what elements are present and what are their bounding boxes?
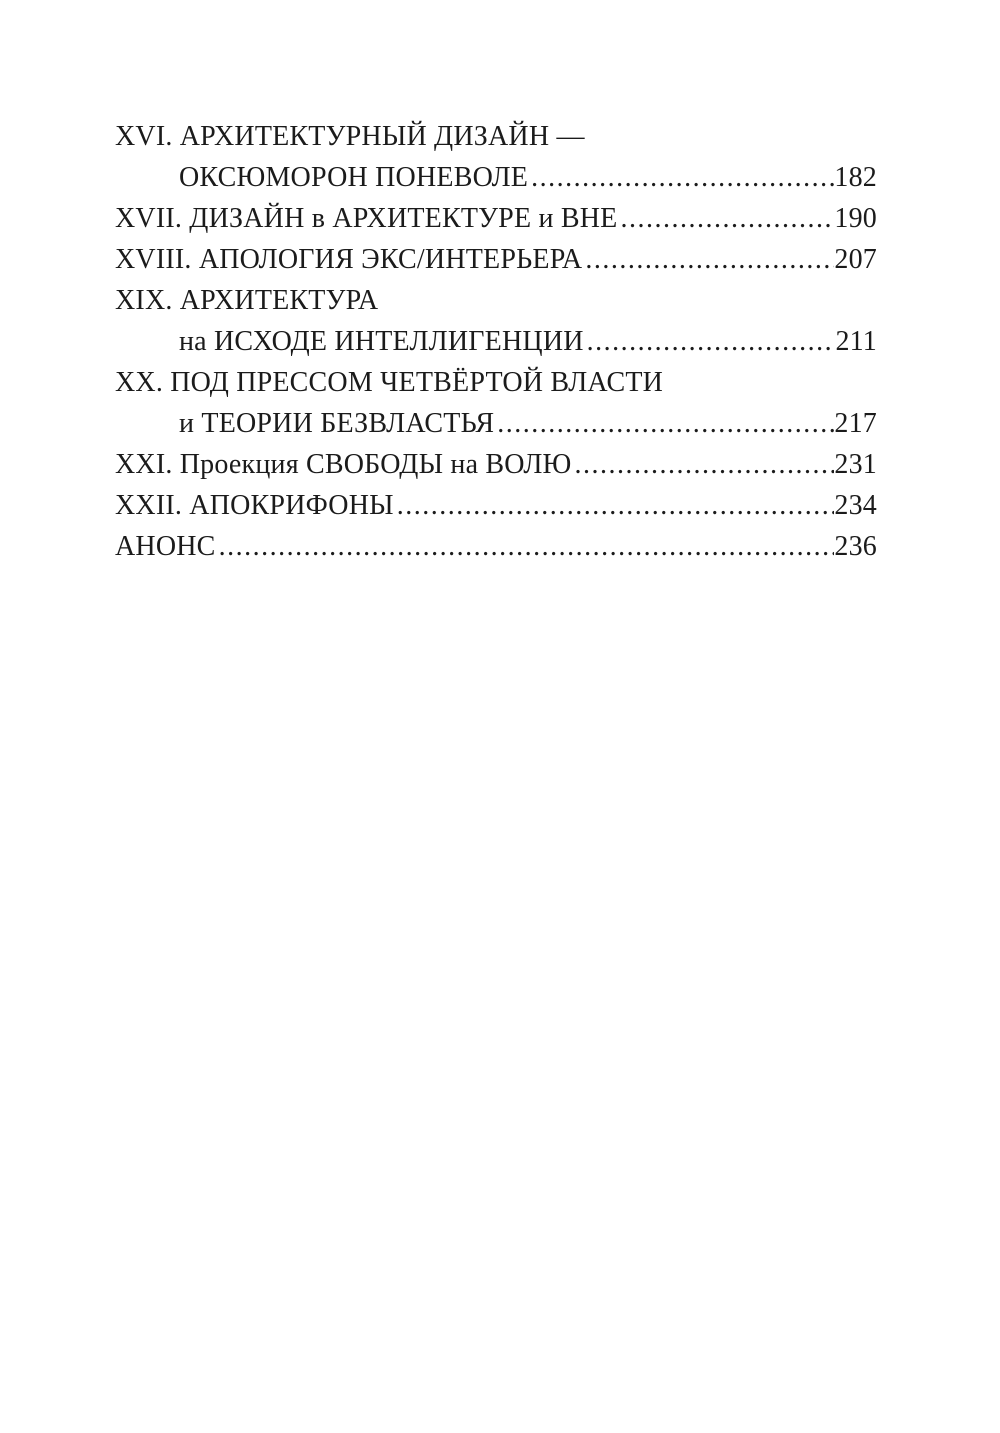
- toc-entry-title: XVIII. АПОЛОГИЯ ЭКС/ИНТЕРЬЕРА: [115, 244, 583, 275]
- dot-leader: [394, 485, 835, 526]
- toc-entry-page: 217: [834, 408, 877, 439]
- dot-leader: [582, 239, 834, 280]
- toc-entry-line: [115, 485, 877, 526]
- toc-entry-line: [115, 444, 877, 485]
- dot-leader: [572, 444, 835, 485]
- toc-entry: [115, 239, 877, 280]
- toc-entry-title: XIX. АРХИТЕКТУРА: [115, 285, 379, 316]
- toc-entry-line: [115, 198, 877, 239]
- toc-entry-title: АНОНС: [115, 531, 216, 562]
- dot-leader: [528, 157, 834, 198]
- toc-entry-line: [115, 157, 877, 198]
- toc-entry-line: [115, 362, 877, 403]
- toc-entry-title-continuation: ОКСЮМОРОН ПОНЕВОЛЕ: [179, 162, 529, 193]
- toc-entry-line: [115, 321, 877, 362]
- toc-entry-page: 231: [834, 449, 877, 480]
- dot-leader: [494, 403, 834, 444]
- toc-entry-line: [115, 116, 877, 157]
- toc-entry-line: [115, 403, 877, 444]
- toc-entry-line: [115, 526, 877, 567]
- toc-entry: [115, 280, 877, 362]
- toc-entry: [115, 116, 877, 198]
- toc-entry-page: 211: [835, 326, 877, 357]
- toc-entry-page: 207: [834, 244, 877, 275]
- toc-entry-title-continuation: на ИСХОДЕ ИНТЕЛЛИГЕНЦИИ: [179, 326, 584, 357]
- toc-entry-page: 234: [834, 490, 877, 521]
- toc-entry: [115, 485, 877, 526]
- dot-leader: [584, 321, 836, 362]
- toc-entry-title: XXI. Проекция СВОБОДЫ на ВОЛЮ: [115, 449, 572, 480]
- toc-entry-page: 236: [834, 531, 877, 562]
- toc-entry: [115, 198, 877, 239]
- toc-entry-title-continuation: и ТЕОРИИ БЕЗВЛАСТЬЯ: [179, 408, 495, 439]
- toc-entry: [115, 362, 877, 444]
- toc-entry-title: XVII. ДИЗАЙН в АРХИТЕКТУРЕ и ВНЕ: [115, 203, 618, 234]
- table-of-contents: [115, 116, 877, 567]
- toc-entry: [115, 526, 877, 567]
- dot-leader: [216, 526, 835, 567]
- toc-entry-page: 190: [834, 203, 877, 234]
- toc-entry-title: XVI. АРХИТЕКТУРНЫЙ ДИЗАЙН —: [115, 121, 585, 152]
- toc-entry-line: [115, 280, 877, 321]
- toc-entry-title: XX. ПОД ПРЕССОМ ЧЕТВЁРТОЙ ВЛАСТИ: [115, 367, 664, 398]
- toc-entry: [115, 444, 877, 485]
- toc-entry-line: [115, 239, 877, 280]
- toc-entry-title: XXII. АПОКРИФОНЫ: [115, 490, 394, 521]
- dot-leader: [617, 198, 834, 239]
- toc-entry-page: 182: [834, 162, 877, 193]
